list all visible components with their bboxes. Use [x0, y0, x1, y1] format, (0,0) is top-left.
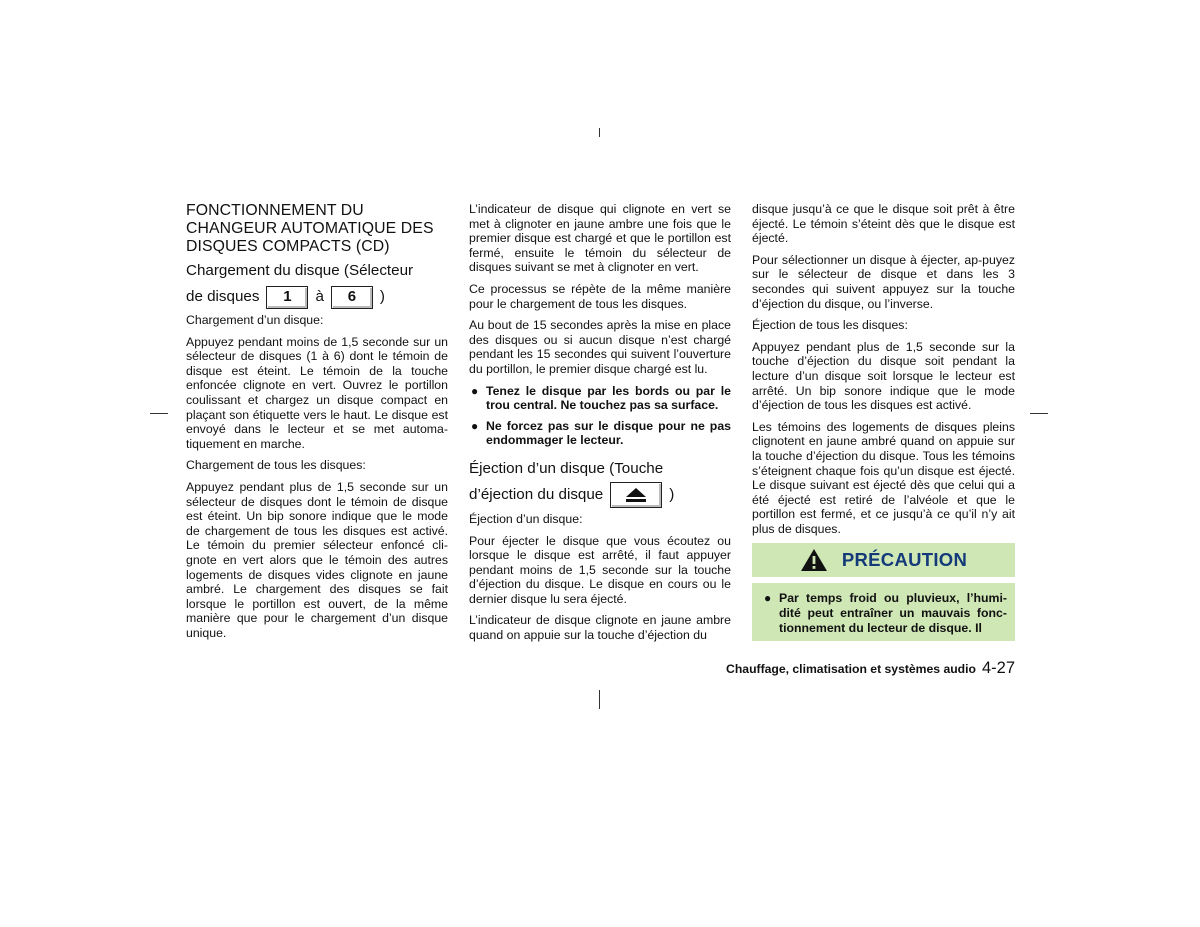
caution-header	[752, 543, 1015, 577]
disc-selector-key-6: 6	[331, 286, 373, 309]
para-eject-all: Appuyez pendant plus de 1,5 seconde sur la touche d’éjection du disque soit pendant la lecture d’un disque soit lorsque le lecteur est arrêté. Un bip sonore indique que le mode d’éjection de tous les disques est activé.	[752, 339, 1015, 413]
bullet-icon: ●	[471, 383, 479, 398]
crop-mark-bottom	[599, 690, 600, 709]
subheading-loading-suffix: )	[379, 288, 385, 306]
page-number: 4-27	[981, 659, 1015, 677]
label-eject-one: Éjection d’un disque:	[469, 511, 583, 526]
subheading-eject-keys	[469, 482, 731, 508]
column-3	[752, 202, 1015, 641]
footer-section-title: Chauffage, climatisation et systèmes audio	[726, 662, 976, 676]
para-select-eject: Pour sélectionner un disque à éjecter, ap-puyez sur le sélecteur de disque et dans les 3 secondes qui suivent appuyez sur la touche d’éjection du disque, ou l’inverse.	[752, 252, 1015, 311]
label-load-all: Chargement de tous les disques:	[186, 458, 366, 473]
page-footer	[726, 659, 1015, 678]
disc-selector-key-1: 1	[266, 286, 308, 309]
list-item: ● Ne forcez pas sur le disque pour ne pas endommager le lecteur.	[471, 418, 731, 448]
subheading-eject-prefix: d’éjection du disque	[469, 485, 604, 503]
para-load-all: Appuyez pendant plus de 1,5 seconde sur un sélecteur de disques dont le témoin de disque est éteint. Un bip sonore indique que le mode de chargement de tous les disques est activé. Le témoin du premier sélecteur enfoncé cli-gnote en vert alors que le témoin des autres logements de disques vides clignote en jaune ambré. Le chargement des disques se fait lorsque le portillon est ouvert, de la même manière que pour le chargement d’un disque unique.	[186, 479, 448, 640]
para-repeat: Ce processus se répète de la même manière pour le chargement de tous les disques.	[469, 281, 731, 311]
list-item: ● Tenez le disque par les bords ou par le trou central. Ne touchez pas sa surface.	[471, 383, 731, 413]
label-load-one: Chargement d’un disque:	[186, 313, 324, 327]
caution-title: PRÉCAUTION	[841, 549, 968, 571]
eject-key	[610, 482, 662, 508]
crop-mark-top	[599, 128, 600, 137]
crop-mark-left	[150, 413, 168, 414]
handling-bullets	[469, 384, 731, 448]
para-eject-indicator: L’indicateur de disque clignote en jaune ambre quand on appuie sur la touche d’éjection du	[469, 613, 731, 643]
para-indicator: L’indicateur de disque qui clignote en vert se met à clignoter en jaune ambre une fois que le premier disque est chargé et que le portillon est fermé, ensuite le témoin du sélecteur de disques suivant se met à clignoter en vert.	[469, 202, 731, 275]
bullet-icon: ●	[764, 591, 772, 606]
column-2	[469, 202, 731, 650]
para-eject-ready: disque jusqu’à ce que le disque soit prêt à être éjecté. Le témoin s’éteint dès que le disque est éjecté.	[752, 202, 1015, 246]
list-item: ● Par temps froid ou pluvieux, l’humi-dité peut entraîner un mauvais fonc-tionnement du lecteur de disque. Il	[764, 591, 1007, 635]
subheading-loading-keys	[186, 286, 448, 309]
label-eject-all: Éjection de tous les disques:	[752, 318, 908, 333]
subheading-eject: Éjection d’un disque (Touche	[469, 459, 664, 477]
column-1	[186, 202, 448, 647]
para-eject-one: Pour éjecter le disque que vous écoutez ou lorsque le disque est arrêté, il faut appuyer pendant moins de 1,5 seconde sur la touche d’éjection du disque. Le disque en cours ou le dernier disque lu sera éjecté.	[469, 533, 731, 606]
para-slot-indicators: Les témoins des logements de disques pleins clignotent en jaune ambré quand on appuie sur la touche d’éjection du disque. Tous les témoins s’éteignent chaque fois qu’un disque est éjecté. Le disque suivant est éjecté dès que celui qui a été éjecté est retiré de l’alvéole et que le portillon est fermé, et ce jusqu’à ce qu’il n’y ait plus de disques.	[752, 419, 1015, 536]
eject-icon	[625, 487, 647, 503]
crop-mark-right	[1030, 413, 1048, 414]
bullet-icon: ●	[471, 418, 479, 433]
caution-body	[752, 583, 1015, 641]
subheading-eject-suffix: )	[669, 485, 675, 503]
warning-icon	[800, 548, 828, 572]
subheading-loading: Chargement du disque (Sélecteur	[186, 262, 414, 279]
subheading-loading-prefix: de disques	[186, 288, 260, 306]
para-load-one: Appuyez pendant moins de 1,5 seconde sur un sélecteur de disques (1 à 6) dont le témoin de disque est éteint. Le témoin de la touche enfoncée clignote en vert. Ouvrez le portillon coulissant et chargez un disque compact en plaçant son étiquette vers le haut. Le disque est envoyé dans le lecteur et se met automa-tiquement en marche.	[186, 334, 448, 451]
caution-bullets	[762, 591, 1007, 635]
key-separator: à	[315, 288, 324, 306]
section-heading: FONCTIONNEMENT DU CHANGEUR AUTOMATIQUE DES DISQUES COMPACTS (CD)	[186, 202, 434, 255]
para-timeout: Au bout de 15 secondes après la mise en place des disques ou si aucun disque n’est chargé pendant les 15 secondes qui suivent l’ouverture du portillon, le premier disque chargé est lu.	[469, 318, 731, 376]
